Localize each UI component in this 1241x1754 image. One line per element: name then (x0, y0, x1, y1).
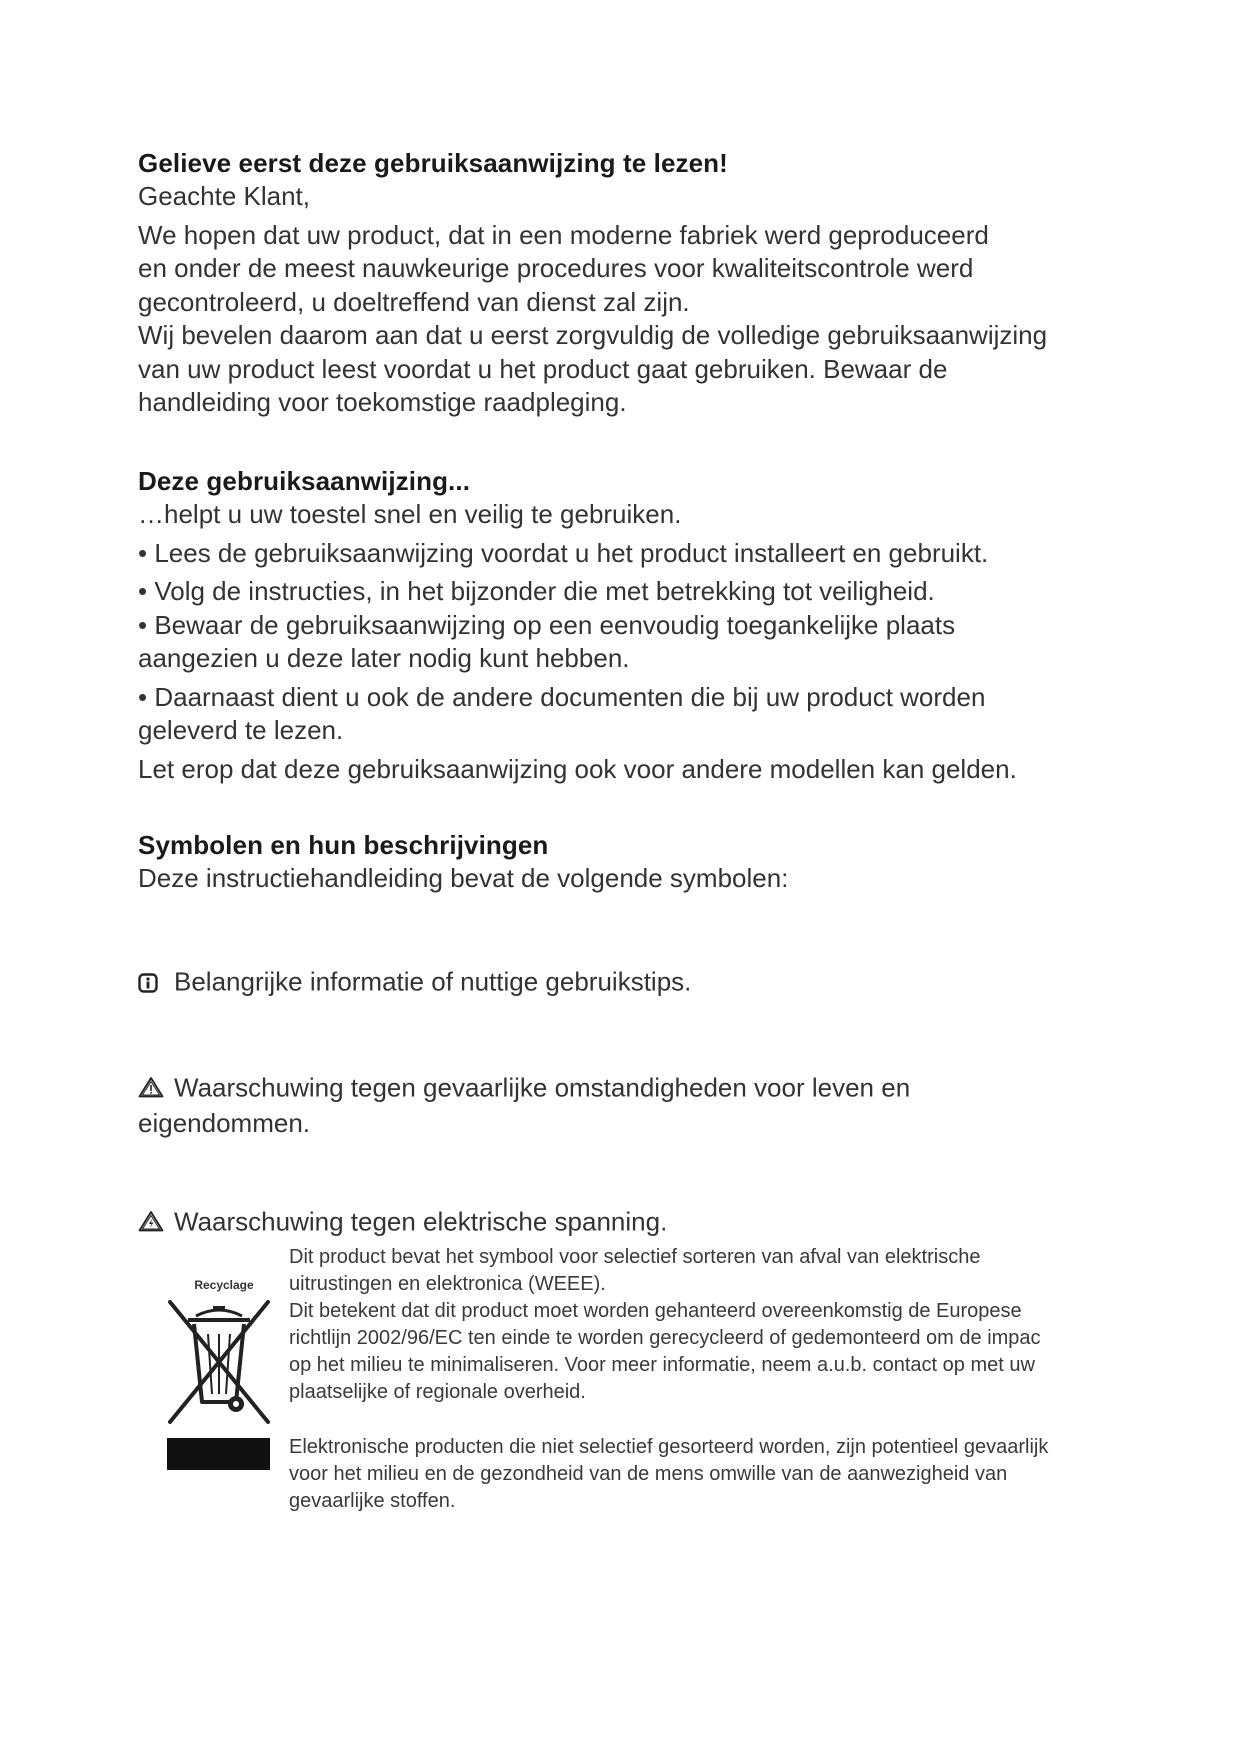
manual-note: Let erop dat deze gebruiksaanwijzing ook voor andere modellen kan gelden. (138, 753, 1017, 784)
symbol-item-info (138, 901, 1098, 1002)
symbols-lead: Deze instructiehandleiding bevat de volgende symbolen: (138, 863, 789, 893)
weee-paragraph-2: Elektronische producten die niet selectief gesorteerd worden, zijn potentieel gevaarlijk voor het milieu en de gezondheid van de mens omwille van de aanwezigheid van gevaarlijke stoffen. (289, 1436, 1049, 1512)
warning-triangle-icon (138, 1040, 164, 1107)
symbol-item-warning (138, 1006, 1098, 1140)
symbol-text: Waarschuwing tegen gevaarlijke omstandigheden voor leven en eigendommen. (138, 1072, 911, 1138)
manual-section (138, 464, 1098, 786)
info-icon (138, 934, 164, 1001)
recycle-label: Recyclage (194, 1278, 254, 1292)
bullet-item: • Volg de instructies, in het bijzonder die met betrekking tot veiligheid. (138, 576, 935, 606)
manual-heading: Deze gebruiksaanwijzing... (138, 466, 471, 496)
crossed-out-bin-icon (166, 1298, 272, 1431)
intro-paragraph-1: We hopen dat uw product, dat in een moderne fabriek werd geproduceerd en onder de meest nauwkeurige procedures voor kwaliteitscontrole werd gecontroleerd, u doeltreffend van dienst zal zijn. (138, 219, 989, 317)
intro-heading: Gelieve eerst deze gebruiksaanwijzing te lezen! (138, 148, 728, 178)
symbol-text: Belangrijke informatie of nuttige gebruikstips. (174, 966, 692, 997)
weee-paragraph-1: Dit product bevat het symbool voor selectief sorteren van afval van elektrische uitrustingen en elektronica (WEEE). Dit betekent dat dit product moet worden gehanteerd overeenkomstig de Europese richtlijn 2002/96/EC ten einde te worden gerecycleerd of gedemonteerd om de impac op het milieu te minimaliseren. Voor meer informatie, neem a.u.b. contact op met uw plaatselijke of regionale overheid. (289, 1246, 1041, 1403)
salutation: Geachte Klant, (138, 181, 310, 211)
bullet-item: • Daarnaast dient u ook de andere documenten die bij uw product worden geleverd te lezen. (138, 681, 986, 745)
symbol-item-electric (138, 1140, 1098, 1241)
symbols-heading: Symbolen en hun beschrijvingen (138, 830, 549, 860)
intro-section (138, 146, 1098, 420)
manual-lead: …helpt u uw toestel snel en veilig te gebruiken. (138, 499, 682, 529)
symbols-section (138, 828, 1098, 1241)
bullet-item: • Bewaar de gebruiksaanwijzing op een eenvoudig toegankelijke plaats aangezien u deze later nodig kunt hebben. (138, 609, 956, 673)
intro-paragraph-2: Wij bevelen daarom aan dat u eerst zorgvuldig de volledige gebruiksaanwijzing van uw product leest voordat u het product gaat gebruiken. Bewaar de handleiding voor toekomstige raadpleging. (138, 320, 1048, 417)
bullet-item: • Lees de gebruiksaanwijzing voordat u het product installeert en gebruikt. (138, 537, 989, 568)
weee-black-bar (167, 1438, 270, 1470)
symbol-text: Waarschuwing tegen elektrische spanning. (174, 1206, 668, 1236)
electric-warning-icon (138, 1174, 164, 1241)
